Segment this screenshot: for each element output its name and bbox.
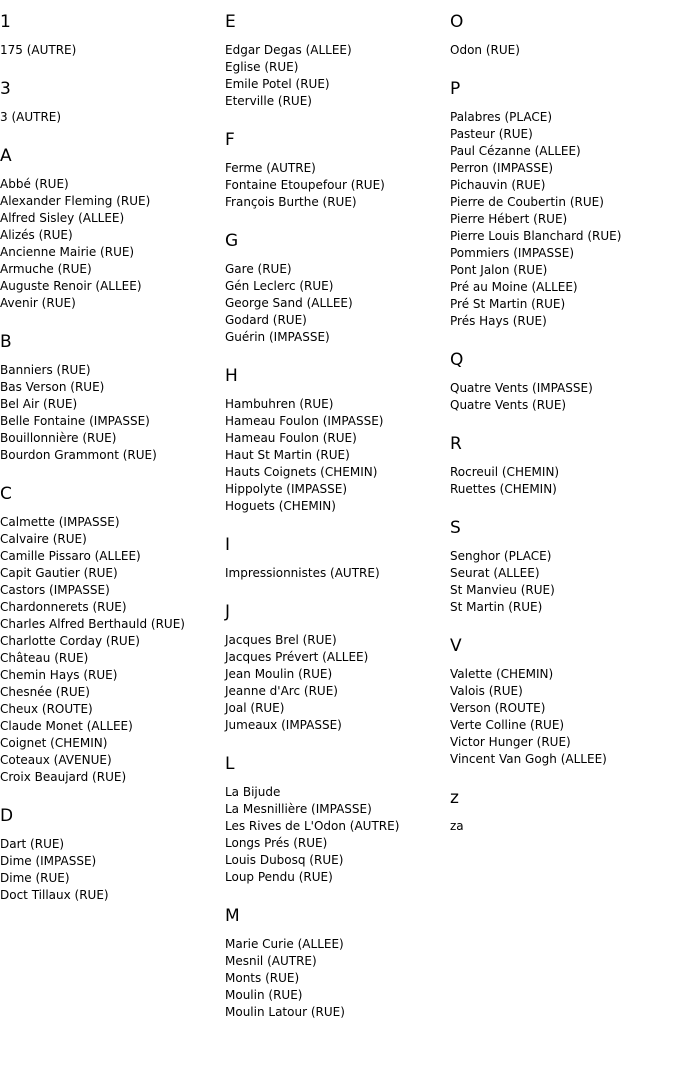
street-link[interactable]: Prés Hays (RUE) bbox=[450, 314, 547, 328]
street-link[interactable]: Claude Monet (ALLEE) bbox=[0, 719, 133, 733]
street-link[interactable]: Banniers (RUE) bbox=[0, 363, 91, 377]
street-link[interactable]: Avenir (RUE) bbox=[0, 296, 76, 310]
street-link[interactable]: Verte Colline (RUE) bbox=[450, 718, 565, 732]
street-link[interactable]: Moulin (RUE) bbox=[225, 988, 303, 1002]
letter-section bbox=[0, 78, 222, 126]
street-link[interactable]: Impressionnistes (AUTRE) bbox=[225, 566, 380, 580]
letter-heading: H bbox=[225, 366, 238, 386]
letter-heading: L bbox=[225, 754, 235, 774]
street-link[interactable]: Pommiers (IMPASSE) bbox=[450, 246, 574, 260]
letter-section bbox=[0, 805, 222, 904]
street-link[interactable]: Alexander Fleming (RUE) bbox=[0, 194, 151, 208]
street-link[interactable]: Godard (RUE) bbox=[225, 313, 307, 327]
street-link[interactable]: 3 (AUTRE) bbox=[0, 110, 62, 124]
letter-heading: 1 bbox=[0, 12, 11, 32]
street-link[interactable]: Pierre Louis Blanchard (RUE) bbox=[450, 229, 622, 243]
street-link[interactable]: Château (RUE) bbox=[0, 651, 89, 665]
letter-heading: Q bbox=[450, 350, 464, 370]
street-link[interactable]: Hoguets (CHEMIN) bbox=[225, 499, 336, 513]
street-link[interactable]: Pré St Martin (RUE) bbox=[450, 297, 566, 311]
street-link[interactable]: Quatre Vents (RUE) bbox=[450, 398, 567, 412]
letter-section bbox=[450, 78, 672, 330]
letter-section bbox=[225, 905, 447, 1021]
letter-heading: D bbox=[0, 806, 14, 826]
index-column-3 bbox=[450, 11, 672, 854]
street-link[interactable]: Hippolyte (IMPASSE) bbox=[225, 482, 348, 496]
letter-section bbox=[225, 11, 447, 110]
street-link[interactable]: François Burthe (RUE) bbox=[225, 195, 357, 209]
letter-section bbox=[450, 635, 672, 768]
street-link[interactable]: Vincent Van Gogh (ALLEE) bbox=[450, 752, 607, 766]
street-link[interactable]: Pont Jalon (RUE) bbox=[450, 263, 548, 277]
street-link[interactable]: Jacques Prévert (ALLEE) bbox=[225, 650, 369, 664]
street-link[interactable]: Joal (RUE) bbox=[225, 701, 285, 715]
street-link[interactable]: Marie Curie (ALLEE) bbox=[225, 937, 344, 951]
letter-section bbox=[225, 129, 447, 211]
street-link[interactable]: Capit Gautier (RUE) bbox=[0, 566, 118, 580]
street-link[interactable]: Doct Tillaux (RUE) bbox=[0, 888, 109, 902]
street-link[interactable]: Camille Pissaro (ALLEE) bbox=[0, 549, 141, 563]
street-link[interactable]: St Manvieu (RUE) bbox=[450, 583, 555, 597]
street-link[interactable]: Pierre Hébert (RUE) bbox=[450, 212, 568, 226]
street-link[interactable]: Charlotte Corday (RUE) bbox=[0, 634, 140, 648]
street-link[interactable]: La Mesnillière (IMPASSE) bbox=[225, 802, 372, 816]
letter-section bbox=[0, 331, 222, 464]
letter-heading: R bbox=[450, 434, 462, 454]
street-link[interactable]: Auguste Renoir (ALLEE) bbox=[0, 279, 142, 293]
street-link[interactable]: Fontaine Etoupefour (RUE) bbox=[225, 178, 385, 192]
street-link[interactable]: Pierre de Coubertin (RUE) bbox=[450, 195, 604, 209]
street-link[interactable]: Emile Potel (RUE) bbox=[225, 77, 330, 91]
street-link[interactable]: Ancienne Mairie (RUE) bbox=[0, 245, 135, 259]
street-link[interactable]: Alizés (RUE) bbox=[0, 228, 73, 242]
street-link[interactable]: Jumeaux (IMPASSE) bbox=[225, 718, 342, 732]
letter-heading: S bbox=[450, 518, 461, 538]
street-link[interactable]: Verson (ROUTE) bbox=[450, 701, 546, 715]
street-link[interactable]: Ferme (AUTRE) bbox=[225, 161, 316, 175]
letter-heading: 3 bbox=[0, 79, 11, 99]
letter-heading: F bbox=[225, 130, 235, 150]
letter-heading: G bbox=[225, 231, 239, 251]
street-link[interactable]: Hambuhren (RUE) bbox=[225, 397, 334, 411]
street-link[interactable]: Senghor (PLACE) bbox=[450, 549, 552, 563]
street-link[interactable]: Moulin Latour (RUE) bbox=[225, 1005, 345, 1019]
letter-section bbox=[450, 517, 672, 616]
letter-heading: J bbox=[225, 602, 231, 622]
letter-section bbox=[225, 753, 447, 886]
street-link[interactable]: Dime (RUE) bbox=[0, 871, 70, 885]
street-link[interactable]: Monts (RUE) bbox=[225, 971, 300, 985]
street-link[interactable]: Edgar Degas (ALLEE) bbox=[225, 43, 352, 57]
street-link[interactable]: Coignet (CHEMIN) bbox=[0, 736, 108, 750]
street-link[interactable]: Pasteur (RUE) bbox=[450, 127, 533, 141]
street-link[interactable]: Odon (RUE) bbox=[450, 43, 520, 57]
street-link[interactable]: Chesnée (RUE) bbox=[0, 685, 90, 699]
street-link[interactable]: Guérin (IMPASSE) bbox=[225, 330, 330, 344]
letter-section bbox=[450, 433, 672, 498]
letter-section bbox=[0, 145, 222, 312]
letter-section bbox=[225, 534, 447, 582]
letter-section bbox=[0, 483, 222, 786]
street-link[interactable]: 175 (AUTRE) bbox=[0, 43, 77, 57]
street-link[interactable]: Dart (RUE) bbox=[0, 837, 65, 851]
street-link[interactable]: Pichauvin (RUE) bbox=[450, 178, 546, 192]
street-link[interactable]: Charles Alfred Berthauld (RUE) bbox=[0, 617, 185, 631]
street-link[interactable]: Perron (IMPASSE) bbox=[450, 161, 554, 175]
index-column-1 bbox=[0, 11, 222, 923]
street-link[interactable]: Loup Pendu (RUE) bbox=[225, 870, 333, 884]
street-link[interactable]: Quatre Vents (IMPASSE) bbox=[450, 381, 593, 395]
street-link[interactable]: Palabres (PLACE) bbox=[450, 110, 552, 124]
street-link[interactable]: Castors (IMPASSE) bbox=[0, 583, 110, 597]
letter-heading: B bbox=[0, 332, 12, 352]
street-link[interactable]: Les Rives de L'Odon (AUTRE) bbox=[225, 819, 400, 833]
letter-heading: A bbox=[0, 146, 12, 166]
street-link[interactable]: La Bijude bbox=[225, 785, 281, 799]
street-link[interactable]: Mesnil (AUTRE) bbox=[225, 954, 317, 968]
letter-section bbox=[450, 787, 672, 835]
letter-heading: V bbox=[450, 636, 462, 656]
index-column-2 bbox=[225, 11, 447, 1040]
street-link[interactable]: Chemin Hays (RUE) bbox=[0, 668, 118, 682]
street-link[interactable]: Gén Leclerc (RUE) bbox=[225, 279, 334, 293]
street-link[interactable]: George Sand (ALLEE) bbox=[225, 296, 353, 310]
street-link[interactable]: Chardonnerets (RUE) bbox=[0, 600, 127, 614]
street-link[interactable]: Longs Prés (RUE) bbox=[225, 836, 328, 850]
letter-heading: C bbox=[0, 484, 12, 504]
letter-heading: E bbox=[225, 12, 236, 32]
letter-section bbox=[450, 349, 672, 414]
letter-section bbox=[225, 230, 447, 346]
street-link[interactable]: Abbé (RUE) bbox=[0, 177, 69, 191]
street-link[interactable]: Seurat (ALLEE) bbox=[450, 566, 540, 580]
street-link[interactable]: Hameau Foulon (IMPASSE) bbox=[225, 414, 384, 428]
letter-section bbox=[450, 11, 672, 59]
street-link[interactable]: Bourdon Grammont (RUE) bbox=[0, 448, 157, 462]
letter-section bbox=[0, 11, 222, 59]
street-link[interactable]: Bel Air (RUE) bbox=[0, 397, 78, 411]
street-link[interactable]: Alfred Sisley (ALLEE) bbox=[0, 211, 125, 225]
letter-heading: P bbox=[450, 79, 461, 99]
street-link[interactable]: Cheux (ROUTE) bbox=[0, 702, 93, 716]
street-link[interactable]: Dime (IMPASSE) bbox=[0, 854, 97, 868]
street-link[interactable]: Gare (RUE) bbox=[225, 262, 292, 276]
street-link[interactable]: Jean Moulin (RUE) bbox=[225, 667, 333, 681]
street-link[interactable]: Pré au Moine (ALLEE) bbox=[450, 280, 578, 294]
street-link[interactable]: Bouillonnière (RUE) bbox=[0, 431, 117, 445]
street-link[interactable]: Coteaux (AVENUE) bbox=[0, 753, 112, 767]
letter-section bbox=[225, 365, 447, 515]
street-link[interactable]: Louis Dubosq (RUE) bbox=[225, 853, 344, 867]
street-link[interactable]: Eglise (RUE) bbox=[225, 60, 299, 74]
letter-heading: z bbox=[450, 788, 459, 808]
street-link[interactable]: Croix Beaujard (RUE) bbox=[0, 770, 127, 784]
street-link[interactable]: Jacques Brel (RUE) bbox=[225, 633, 337, 647]
street-link[interactable]: Jeanne d'Arc (RUE) bbox=[225, 684, 338, 698]
street-link[interactable]: Eterville (RUE) bbox=[225, 94, 312, 108]
letter-section bbox=[225, 601, 447, 734]
street-link[interactable]: Valette (CHEMIN) bbox=[450, 667, 554, 681]
letter-heading: O bbox=[450, 12, 464, 32]
street-link[interactable]: Hauts Coignets (CHEMIN) bbox=[225, 465, 378, 479]
street-link[interactable]: Victor Hunger (RUE) bbox=[450, 735, 571, 749]
street-link[interactable]: Calvaire (RUE) bbox=[0, 532, 87, 546]
street-link[interactable]: St Martin (RUE) bbox=[450, 600, 543, 614]
street-link[interactable]: Bas Verson (RUE) bbox=[0, 380, 105, 394]
street-link[interactable]: Rocreuil (CHEMIN) bbox=[450, 465, 560, 479]
street-link[interactable]: za bbox=[450, 819, 464, 833]
street-link[interactable]: Armuche (RUE) bbox=[0, 262, 92, 276]
street-link[interactable]: Hameau Foulon (RUE) bbox=[225, 431, 357, 445]
street-link[interactable]: Valois (RUE) bbox=[450, 684, 523, 698]
street-link[interactable]: Ruettes (CHEMIN) bbox=[450, 482, 557, 496]
street-link[interactable]: Haut St Martin (RUE) bbox=[225, 448, 350, 462]
letter-heading: M bbox=[225, 906, 240, 926]
street-link[interactable]: Calmette (IMPASSE) bbox=[0, 515, 120, 529]
letter-heading: I bbox=[225, 535, 231, 555]
street-link[interactable]: Paul Cézanne (ALLEE) bbox=[450, 144, 581, 158]
street-link[interactable]: Belle Fontaine (IMPASSE) bbox=[0, 414, 150, 428]
